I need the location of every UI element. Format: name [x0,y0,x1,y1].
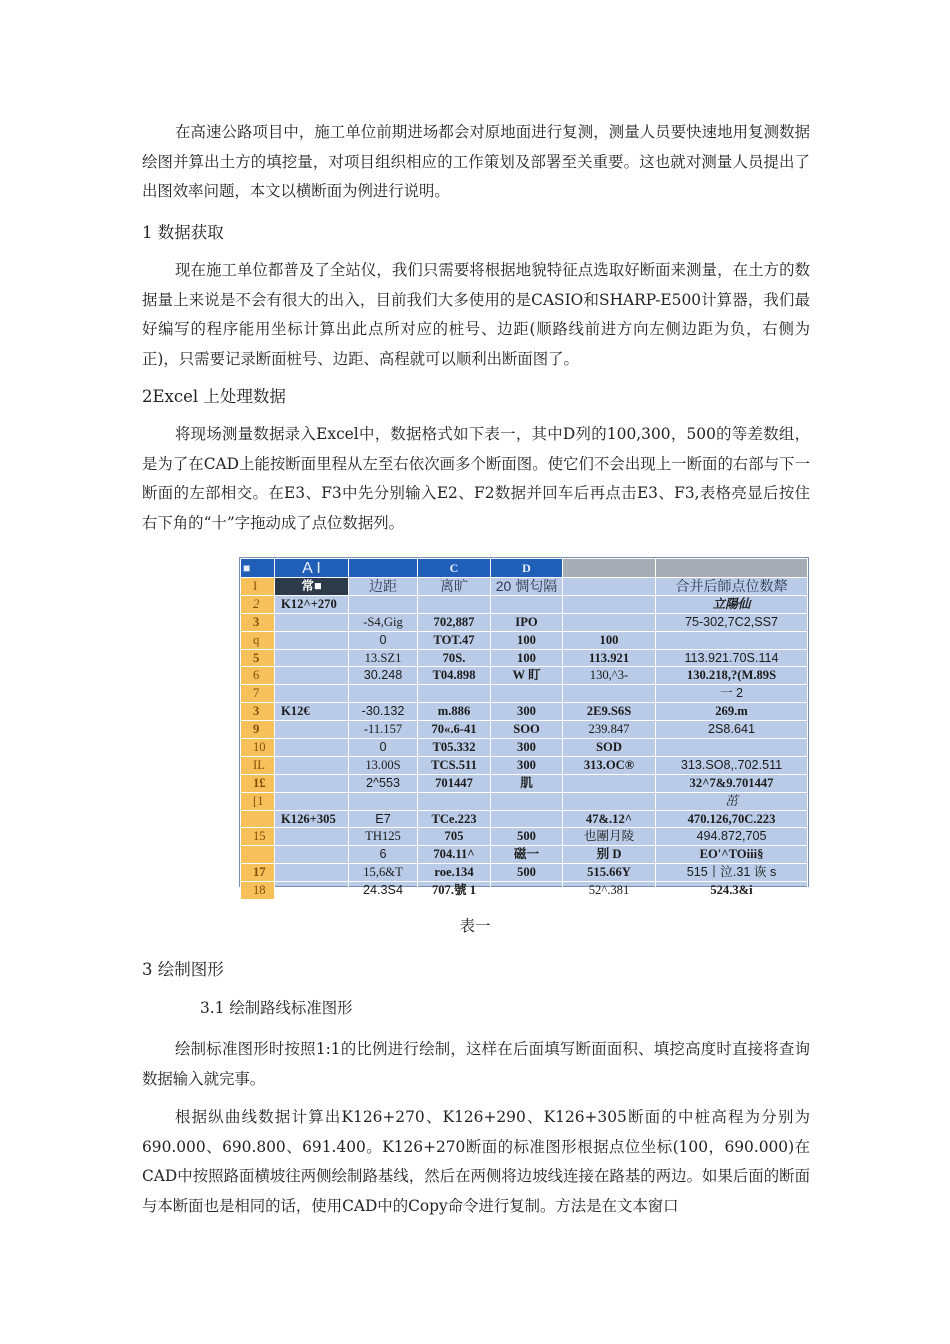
sheet-cell [241,846,275,864]
sheet-cell [491,595,563,613]
sheet-data-row [241,846,808,864]
sheet-cell: 515.66Y [563,864,656,882]
sheet-cell: 24.3S4 [349,882,418,900]
sheet-cell [275,667,349,685]
sheet-cell [418,595,491,613]
sheet-cell: 2^553 [349,774,418,792]
sheet-cell [275,685,349,703]
sheet-cell [563,595,656,613]
sheet-cell [275,882,349,900]
sheet-cell: 7 [241,685,275,703]
sheet-cell: 离旷 [418,578,491,596]
sheet-cell: W 盯 [491,667,563,685]
sheet-cell [275,721,349,739]
sheet-cell: 3 [241,703,275,721]
sheet-cell: 269.m [656,703,808,721]
sheet-data-row [241,631,808,649]
sheet-data-row [241,685,808,703]
section-2-paragraph: 将现场测量数据录入Excel中，数据格式如下表一，其中D列的100,300，500的等差数组，是为了在CAD上能按断面里程从左至右依次画多个断面图。使它们不会出现上一断面的右部与下一断面的左部相交。在E3、F3中先分别输入E2、F2数据并回车后再点击E3、F3,表格亮显后按住右下角的“十”字拖动成了点位数据列。 [142,425,810,532]
section-3-title: 3 绘制图形 [142,960,224,979]
sheet-data-row [241,703,808,721]
sheet-cell: 2 [241,595,275,613]
sheet-cell: IL [241,756,275,774]
sheet-cell: 常■ [275,578,349,596]
sheet-cell: K12^+270 [275,595,349,613]
sheet-data-row [241,810,808,828]
excel-table-image [239,557,809,898]
sheet-cell: 100 [563,631,656,649]
sheet-cell: -S4,Gig [349,613,418,631]
sheet-cell: 17 [241,864,275,882]
sheet-cell: 500 [491,828,563,846]
sheet-data-row [241,721,808,739]
excel-table [240,558,808,900]
sheet-cell [275,756,349,774]
sheet-cell: 704.11^ [418,846,491,864]
sheet-cell: D [491,559,563,578]
sheet-cell: 合并后師点位数犛 [656,578,808,596]
sheet-data-row [241,828,808,846]
sheet-cell: 1£ [241,774,275,792]
sheet-cell: ■ [241,559,275,578]
sheet-cell: A I [275,559,349,578]
sheet-column-header-row [241,559,808,578]
sheet-data-row [241,792,808,810]
sheet-cell: TOT.47 [418,631,491,649]
sheet-cell: 也團月陵 [563,828,656,846]
sheet-cell: 20 惆匂隔 [491,578,563,596]
sheet-cell: 313.SO8,.702.511 [656,756,808,774]
sheet-cell [275,864,349,882]
sheet-cell: 500 [491,864,563,882]
sheet-cell: TCe.223 [418,810,491,828]
sheet-cell: TCS.511 [418,756,491,774]
sheet-cell: SOO [491,721,563,739]
section-2-title: 2Excel 上处理数据 [142,387,286,406]
sheet-cell: -11.157 [349,721,418,739]
sheet-data-row [241,667,808,685]
sheet-data-row [241,774,808,792]
sheet-cell: 30.248 [349,667,418,685]
sheet-data-row [241,739,808,757]
sheet-cell: I [241,578,275,596]
sheet-cell [275,739,349,757]
sheet-cell: 2S8.641 [656,721,808,739]
sheet-cell: 3 [241,613,275,631]
intro-paragraph: 在高速公路项目中，施工单位前期进场都会对原地面进行复测，测量人员要快速地用复测数据绘图并算出土方的填挖量，对项目组织相应的工作策划及部署至关重要。这也就对测量人员提出了出图效率问题，本文以横断面为例进行说明。 [142,123,810,200]
sheet-cell: 6 [241,667,275,685]
sheet-cell [349,559,418,578]
sheet-cell: 130.218,?(M.89S [656,667,808,685]
section-3-1-paragraph-2: 根据纵曲线数据计算出K126+270、K126+290、K126+305断面的中桩高程为分别为690.000、690.800、691.400。K126+270断面的标准图形根据点位坐标(100，690.000)在CAD中按照路面横坡往两侧绘制路基线，然后在两侧将边坡线连接在路基的两边。如果后面的断面与本断面也是相同的话，使用CAD中的Copy命令进行复制。方法是在文本窗口 [142,1108,810,1215]
sheet-cell: 300 [491,703,563,721]
sheet-cell: 70S. [418,649,491,667]
sheet-cell [656,559,808,578]
sheet-cell: 10 [241,739,275,757]
sheet-data-row [241,882,808,900]
section-3-1-paragraph-1: 绘制标准图形时按照1:1的比例进行绘制，这样在后面填写断面面积、填挖高度时直接将查询数据输入就完事。 [142,1040,810,1088]
sheet-cell [418,792,491,810]
sheet-cell: 494.872,705 [656,828,808,846]
sheet-cell: 113.921.70S.114 [656,649,808,667]
sheet-cell: 300 [491,756,563,774]
sheet-cell: 2E9.S6S [563,703,656,721]
sheet-cell [491,685,563,703]
sheet-data-row [241,864,808,882]
sheet-cell: C [418,559,491,578]
sheet-cell: IPO [491,613,563,631]
sheet-cell [349,595,418,613]
sheet-cell: 705 [418,828,491,846]
sheet-cell: 52^.381 [563,882,656,900]
sheet-cell: T05.332 [418,739,491,757]
sheet-cell: 9 [241,721,275,739]
sheet-cell: 18 [241,882,275,900]
sheet-cell: K126+305 [275,810,349,828]
table-caption: 表一 [459,917,491,935]
sheet-cell [418,685,491,703]
sheet-cell: -30.132 [349,703,418,721]
section-1-title: 1 数据获取 [142,223,224,242]
sheet-cell [563,792,656,810]
sheet-cell: 130,^3- [563,667,656,685]
sheet-cell: 47&.12^ [563,810,656,828]
sheet-cell [275,649,349,667]
sheet-cell: 313.OC® [563,756,656,774]
sheet-cell: 75-302,7C2,SS7 [656,613,808,631]
sheet-cell: 70«.6-41 [418,721,491,739]
sheet-cell: 524.3&i [656,882,808,900]
sheet-cell [241,810,275,828]
sheet-cell: 15 [241,828,275,846]
section-1-paragraph: 现在施工单位都普及了全站仪，我们只需要将根据地貌特征点选取好断面来测量，在土方的数据量上来说是不会有很大的出入，目前我们大多使用的是CASIO和SHARP-E500计算器，我们最好编写的程序能用坐标计算出此点所对应的桩号、边距(顺路线前进方向左侧边距为负，右侧为正)，只需要记录断面桩号、边距、高程就可以顺利出断面图了。 [142,261,810,368]
sheet-cell: T04.898 [418,667,491,685]
sheet-cell: TH125 [349,828,418,846]
sheet-cell: 701447 [418,774,491,792]
sheet-cell: 肌 [491,774,563,792]
sheet-cell: q [241,631,275,649]
sheet-cell: 113.921 [563,649,656,667]
sheet-cell: 立陽仙 [656,595,808,613]
sheet-cell [275,613,349,631]
sheet-cell: K12€ [275,703,349,721]
sheet-cell [563,578,656,596]
sheet-cell: 100 [491,649,563,667]
sheet-cell [349,685,418,703]
sheet-cell: 边距 [349,578,418,596]
sheet-cell: E7 [349,810,418,828]
sheet-data-row [241,756,808,774]
sheet-cell: 239.847 [563,721,656,739]
sheet-cell: roe.134 [418,864,491,882]
sheet-cell [275,774,349,792]
sheet-cell [563,685,656,703]
sheet-cell [656,739,808,757]
sheet-cell [563,774,656,792]
sheet-cell: 515丨泣.31 诙 s [656,864,808,882]
sheet-cell: 15,6&T [349,864,418,882]
sheet-cell: 702,887 [418,613,491,631]
sheet-cell [349,792,418,810]
sheet-cell [275,828,349,846]
sheet-cell [563,613,656,631]
sheet-data-row [241,613,808,631]
sheet-cell: m.886 [418,703,491,721]
sheet-cell: 0 [349,631,418,649]
sheet-cell [491,882,563,900]
sheet-cell: 470.126,70C.223 [656,810,808,828]
sheet-data-row [241,595,808,613]
sheet-cell: [1 [241,792,275,810]
sheet-cell [275,631,349,649]
sheet-cell [563,559,656,578]
sheet-cell: 707.號 1 [418,882,491,900]
sheet-header-row [241,578,808,596]
sheet-cell [491,792,563,810]
sheet-cell [275,846,349,864]
sheet-cell: 磁一 [491,846,563,864]
sheet-cell: 32^7&9.701447 [656,774,808,792]
sheet-cell: EO'^TOiii§ [656,846,808,864]
sheet-cell: 300 [491,739,563,757]
sheet-cell: 13.00S [349,756,418,774]
sheet-cell: 别 D [563,846,656,864]
sheet-cell: 茁 [656,792,808,810]
sheet-cell: 5 [241,649,275,667]
sheet-cell: SOD [563,739,656,757]
sheet-cell [491,810,563,828]
section-3-1-title: 3.1 绘制路线标准图形 [200,999,353,1017]
sheet-cell [656,631,808,649]
sheet-cell: 13.SZ1 [349,649,418,667]
sheet-cell: 6 [349,846,418,864]
sheet-data-row [241,649,808,667]
sheet-cell [275,792,349,810]
sheet-cell: 100 [491,631,563,649]
sheet-cell: 一 2 [656,685,808,703]
sheet-cell: 0 [349,739,418,757]
